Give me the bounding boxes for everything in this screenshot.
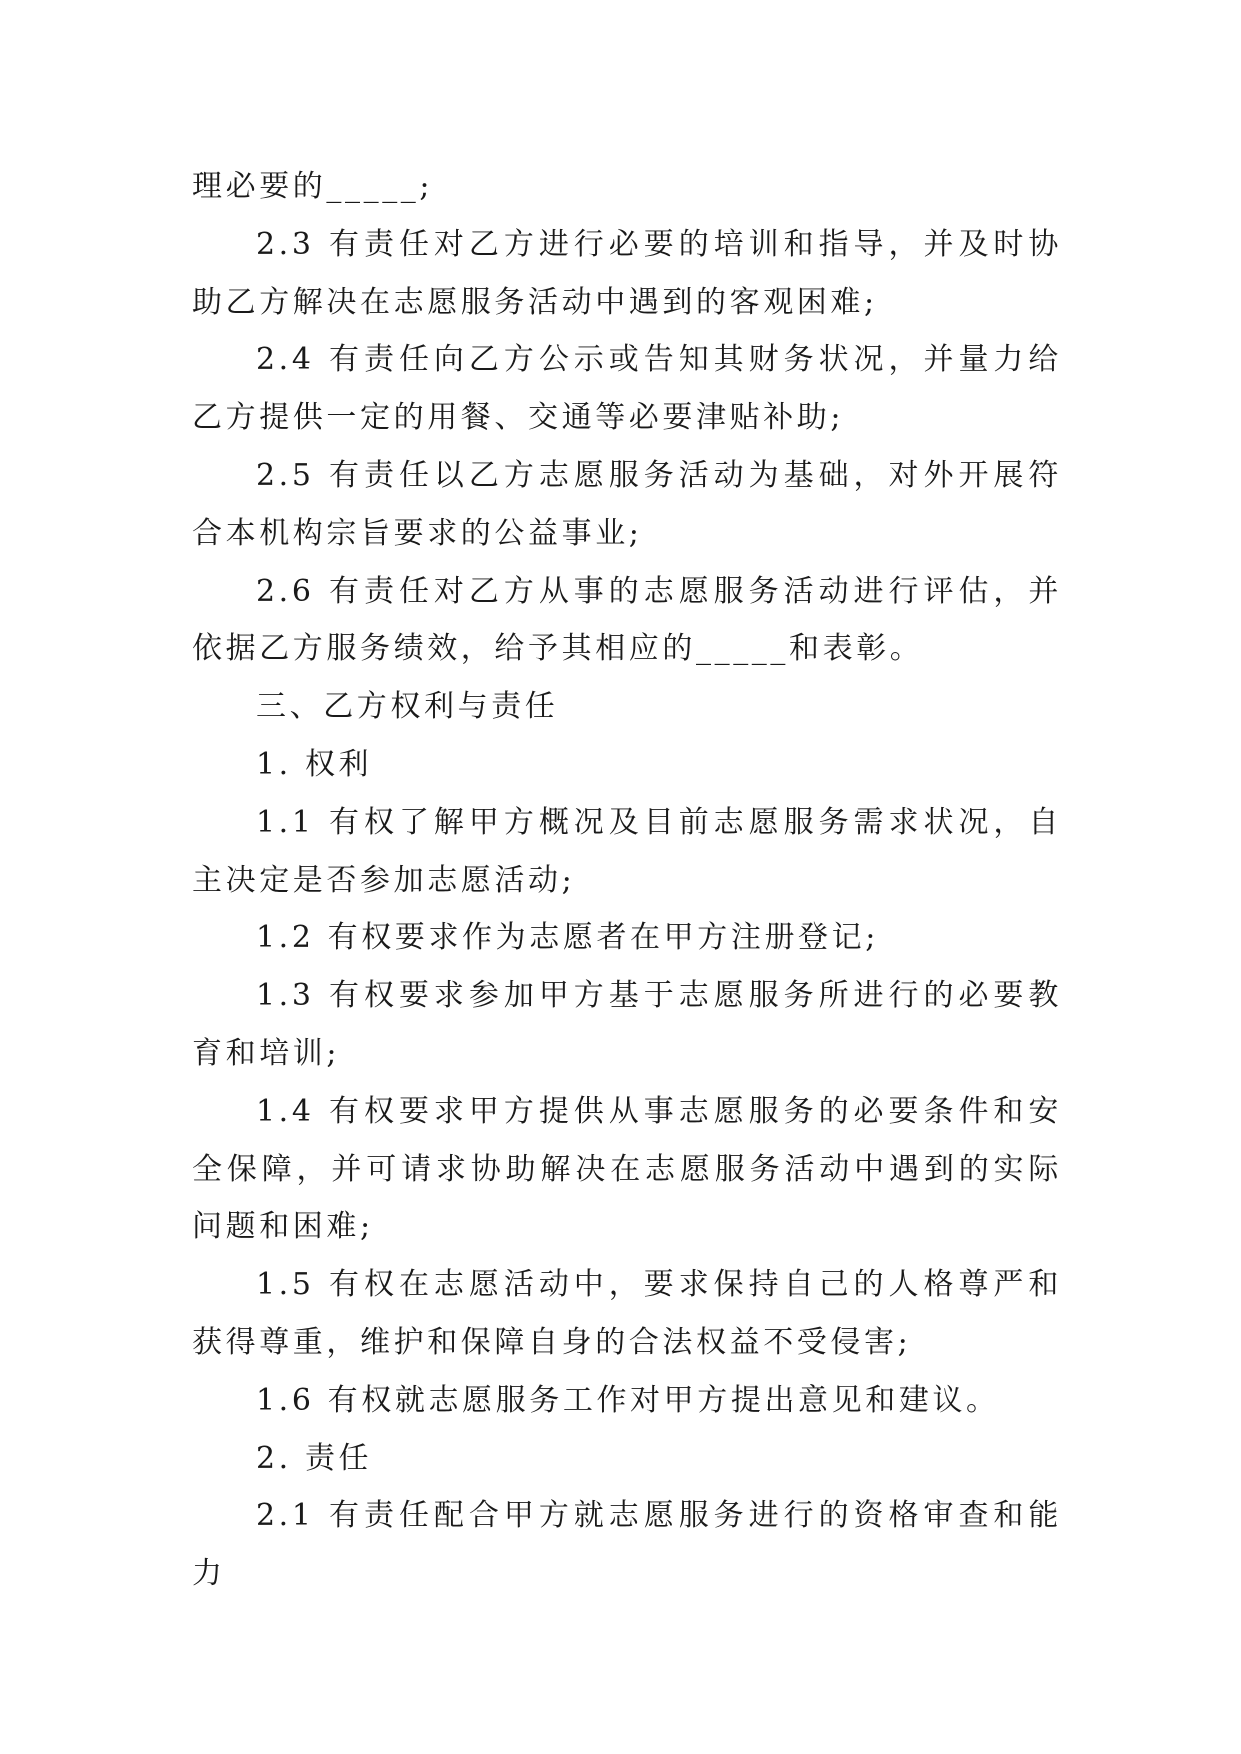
subsection-heading: 1. 权利 xyxy=(256,746,373,782)
paragraph: 2.6 有责任对乙方从事的志愿服务活动进行评估，并依据乙方服务绩效，给予其相应的_____和表彰。 xyxy=(192,573,1062,667)
paragraph: 2.1 有责任配合甲方就志愿服务进行的资格审查和能力 xyxy=(192,1498,1062,1592)
paragraph: 2.3 有责任对乙方进行必要的培训和指导，并及时协助乙方解决在志愿服务活动中遇到的客观困难; xyxy=(192,226,1062,320)
paragraph: 2.5 有责任以乙方志愿服务活动为基础，对外开展符合本机构宗旨要求的公益事业; xyxy=(192,457,1062,551)
paragraph: 1.5 有权在志愿活动中，要求保持自己的人格尊严和获得尊重，维护和保障自身的合法权益不受侵害; xyxy=(192,1267,1062,1360)
paragraph: 2.4 有责任向乙方公示或告知其财务状况，并量力给乙方提供一定的用餐、交通等必要津贴补助; xyxy=(192,342,1062,436)
paragraph: 1.6 有权就志愿服务工作对甲方提出意见和建议。 xyxy=(256,1382,1000,1418)
paragraph: 1.3 有权要求参加甲方基于志愿服务所进行的必要教育和培训; xyxy=(192,978,1062,1071)
paragraph: 1.1 有权了解甲方概况及目前志愿服务需求状况，自主决定是否参加志愿活动; xyxy=(192,804,1062,898)
paragraph: 1.2 有权要求作为志愿者在甲方注册登记; xyxy=(256,920,879,956)
paragraph: 1.4 有权要求甲方提供从事志愿服务的必要条件和安全保障，并可请求协助解决在志愿服务活动中遇到的实际问题和困难; xyxy=(192,1093,1062,1245)
paragraph: 理必要的_____; xyxy=(192,169,434,204)
subsection-heading: 2. 责任 xyxy=(256,1440,373,1476)
document-body xyxy=(192,158,1062,1603)
section-heading: 三、乙方权利与责任 xyxy=(256,689,559,725)
